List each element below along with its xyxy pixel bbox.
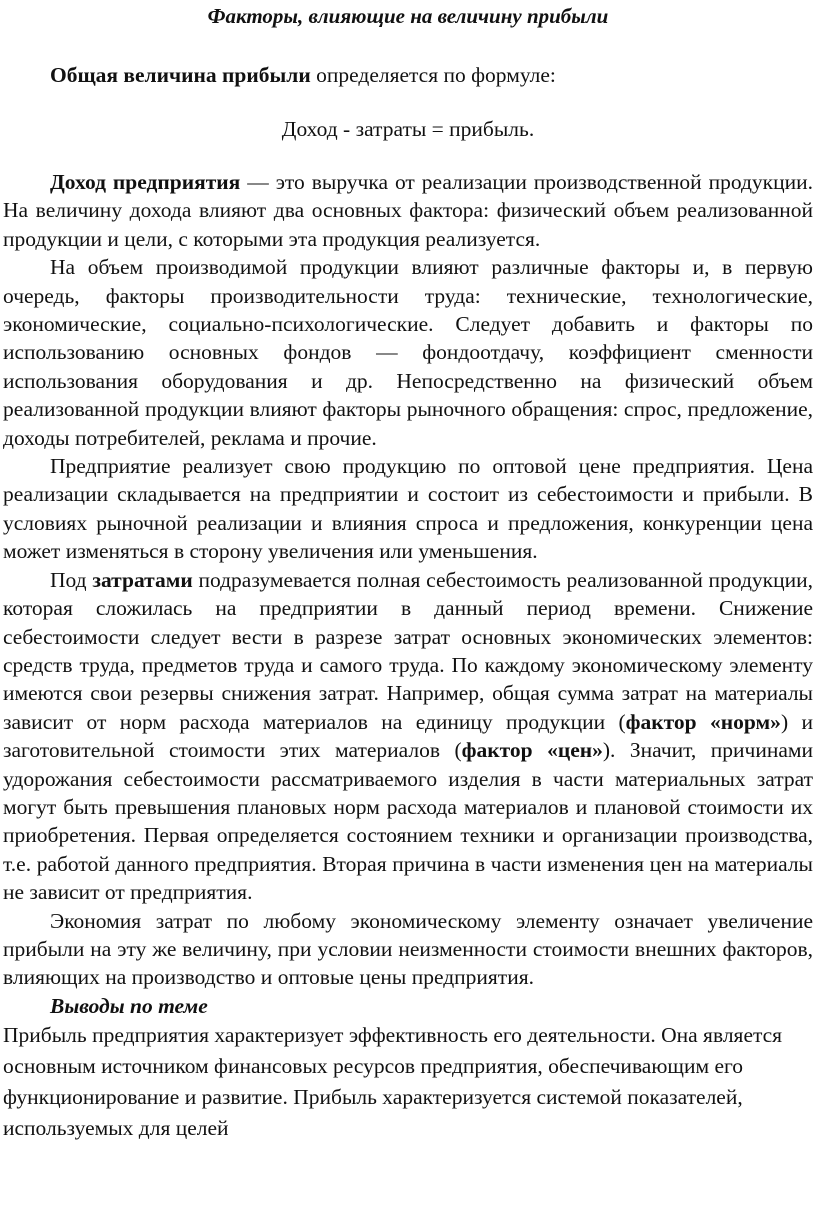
paragraph-volume-factors: На объем производимой продукции влияют различные факторы и, в первую очередь, факторы производительности труда: технические, технологические, экономические, социально-психологические. Следует добавить и факторы по использованию основных фондов — фондоотдачу, коэффициент сменности использования оборудования и др. Непосредственно на физический объем реализованной продукции влияют факторы рыночного обращения: спрос, предложение, доходы потребителей, реклама и прочие. — [3, 255, 813, 450]
norms-factor-term: фактор «норм» — [625, 709, 781, 734]
costs-text-e: ). Значит, причинами удорожания себестоимости рассматриваемого изделия в части материальных затрат могут быть превышения плановых норм расхода материалов и плановой стоимости их приобретения. Первая определяется состоянием техники и организации производства, т.е. работой данного предприятия. Вторая причина в части изменения цен на материалы не зависит от предприятия. — [3, 738, 813, 905]
conclusions-text: Прибыль предприятия характеризует эффективность его деятельности. Она является основным источником финансовых ресурсов предприятия, обеспечивающим его функционирование и развитие. Прибыль характеризуется системой показателей, используемых для целей — [3, 1022, 783, 1140]
profit-formula: Доход - затраты = прибыль. — [281, 117, 535, 141]
page-title: Факторы, влияющие на величину прибыли — [207, 4, 609, 28]
paragraph-income — [3, 168, 813, 253]
intro-term: Общая величина прибыли — [50, 63, 311, 87]
prices-factor-term: фактор «цен» — [461, 738, 603, 763]
conclusions-heading: Выводы по теме — [50, 993, 208, 1018]
intro-line — [3, 60, 813, 90]
income-text: — это выручка от реализации производственной продукции. На величину дохода влияют два основных фактора: физический объем реализованной продукции и цели, с которыми эта продукция реализуется. — [3, 170, 813, 251]
paragraph-savings: Экономия затрат по любому экономическому элементу означает увеличение прибыли на эту же величину, при условии неизменности стоимости внешних факторов, влияющих на производство и оптовые цены предприятия. — [3, 908, 813, 990]
costs-text-c: подразумевается полная себестоимость реализованной продукции, которая сложилась на предприятии в данный период времени. Снижение себестоимости следует вести в разрезе затрат основных экономических элементов: средств труда, предметов труда и самого труда. По каждому экономическому элементу имеются свои резервы снижения затрат. Например, общая сумма затрат на материалы зависит от норм расхода материалов на единицу продукции ( — [3, 567, 813, 734]
intro-text: определяется по формуле: — [310, 63, 556, 87]
costs-term: затратами — [92, 567, 193, 592]
paragraph-costs — [3, 566, 813, 907]
income-term: Доход предприятия — [50, 170, 241, 194]
costs-text-d: ) и заготовительной стоимости этих материалов ( — [3, 709, 813, 763]
paragraph-price: Предприятие реализует свою продукцию по оптовой цене предприятия. Цена реализации складывается на предприятии и состоит из себестоимости и прибыли. В условиях рыночной реализации и влияния спроса и предложения, конкуренции цена может изменяться в сторону увеличения или уменьшения. — [3, 454, 813, 564]
costs-text-a: Под — [50, 567, 93, 592]
